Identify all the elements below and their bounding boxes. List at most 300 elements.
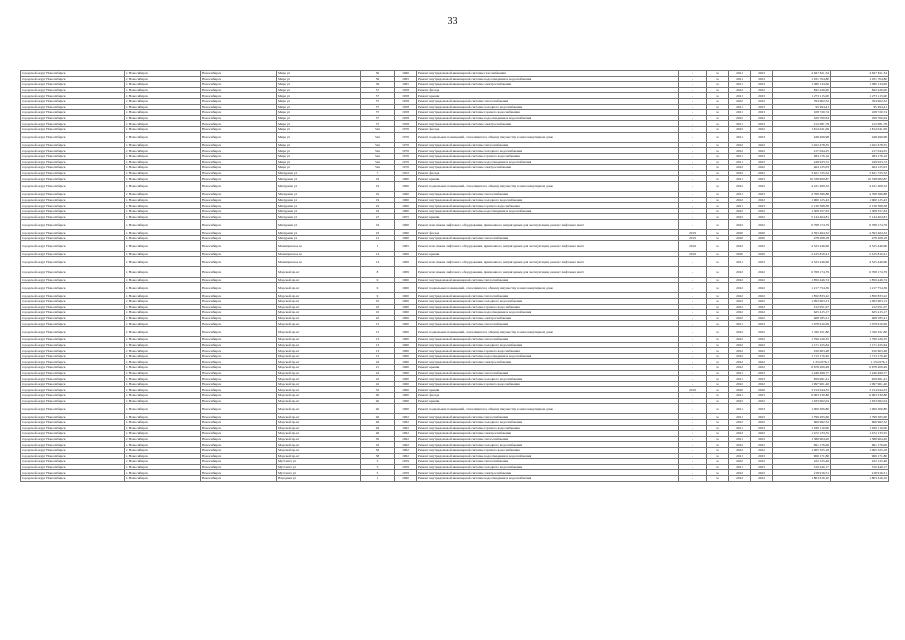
cell-plan-year: - xyxy=(679,142,707,148)
cell-house: 19 xyxy=(361,197,395,203)
cell-unit: м xyxy=(707,176,729,182)
cell-cost: 1 078 610,09 xyxy=(773,321,831,327)
cell-cost-total: 1 308 357,63 xyxy=(831,208,889,214)
cell-house: 19 xyxy=(361,181,395,191)
cell-settlement: г. Новосибирск xyxy=(125,381,201,387)
cell-municipality: городской округ Новосибирск xyxy=(21,359,125,365)
cell-house: 10 xyxy=(361,298,395,304)
cell-end-year: 2022 xyxy=(751,337,773,343)
cell-municipality: городской округ Новосибирск xyxy=(21,381,125,387)
cell-cost: 448 499,98 xyxy=(773,132,831,142)
cell-house: 9 xyxy=(361,293,395,299)
cell-street: Мира ул xyxy=(277,71,361,77)
cell-municipality: городской округ Новосибирск xyxy=(21,277,125,283)
cell-cost: 1 009 306,80 xyxy=(773,404,831,414)
cell-cost-total: 4 525 446,96 xyxy=(831,241,889,251)
cell-settlement: г. Новосибирск xyxy=(125,110,201,116)
cell-house: 13 xyxy=(361,337,395,343)
cell-house: 56 xyxy=(361,447,395,453)
cell-plan-year: - xyxy=(679,453,707,459)
cell-street: Морской пр-кт xyxy=(277,376,361,382)
cell-unit: м xyxy=(707,159,729,165)
cell-work-type: Ремонт внутридомовой инженерной системы теплоснабжения xyxy=(417,98,679,104)
cell-house: 46 xyxy=(361,420,395,426)
cell-cost: 1 254 676,1 xyxy=(773,359,831,365)
cell-plan-year: 2019 xyxy=(679,230,707,236)
cell-house: 54а xyxy=(361,159,395,165)
cell-cost-total: 95 494,41 xyxy=(831,104,889,110)
cell-municipality: городской округ Новосибирск xyxy=(21,165,125,171)
cell-plan-year: - xyxy=(679,464,707,470)
cell-end-year: 2022 xyxy=(751,420,773,426)
cell-plan-year: - xyxy=(679,71,707,77)
cell-cost: 1 790 226,35 xyxy=(773,337,831,343)
cell-unit: м xyxy=(707,353,729,359)
cell-start-year: 2022 xyxy=(729,304,751,310)
cell-street: Мира ул xyxy=(277,142,361,148)
cell-city: Новосибирск xyxy=(201,159,277,165)
cell-city: Новосибирск xyxy=(201,321,277,327)
cell-end-year: 2023 xyxy=(751,453,773,459)
cell-year-built: 1952 xyxy=(395,170,417,176)
cell-work-type: Ремонт внутридомовой инженерной системы теплоснабжения xyxy=(417,337,679,343)
cell-municipality: городской округ Новосибирск xyxy=(21,153,125,159)
cell-work-type: Ремонт внутридомовой инженерной системы электроснабжения xyxy=(417,431,679,437)
cell-plan-year: - xyxy=(679,337,707,343)
cell-street: Морской пр-кт xyxy=(277,326,361,336)
cell-street: Морской пр-кт xyxy=(277,442,361,448)
cell-city: Новосибирск xyxy=(201,230,277,236)
cell-unit: м xyxy=(707,251,729,257)
cell-city: Новосибирск xyxy=(201,365,277,371)
cell-cost: 6 678 209,49 xyxy=(773,365,831,371)
cell-cost-total: 1 022 478,35 xyxy=(831,142,889,148)
table-row xyxy=(21,241,889,251)
cell-year-built: 1960 xyxy=(395,365,417,371)
cell-unit: м xyxy=(707,414,729,420)
cell-cost-total: 218 916,51 xyxy=(831,470,889,476)
cell-municipality: городской округ Новосибирск xyxy=(21,393,125,399)
cell-city: Новосибирск xyxy=(201,71,277,77)
cell-cost: 1 273 115,00 xyxy=(773,93,831,99)
cell-work-type: Ремонт внутридомовой инженерной системы газоснабжения xyxy=(417,71,679,77)
cell-cost: 4 431 409,52 xyxy=(773,181,831,191)
cell-work-type: Ремонт внутридомовой инженерной системы теплоснабжения xyxy=(417,142,679,148)
cell-year-built: 1958 xyxy=(395,110,417,116)
cell-end-year: 2023 xyxy=(751,76,773,82)
cell-cost-total: 4 768 366,88 xyxy=(831,192,889,198)
cell-city: Новосибирск xyxy=(201,436,277,442)
cell-year-built: 1960 xyxy=(395,310,417,316)
cell-city: Новосибирск xyxy=(201,220,277,230)
cell-house: 57 xyxy=(361,121,395,127)
cell-cost-total: 6 768 174,79 xyxy=(831,220,889,230)
cell-start-year: 2022 xyxy=(729,148,751,154)
cell-settlement: г. Новосибирск xyxy=(125,104,201,110)
cell-end-year: 2023 xyxy=(751,159,773,165)
cell-municipality: городской округ Новосибирск xyxy=(21,251,125,257)
cell-city: Новосибирск xyxy=(201,370,277,376)
cell-city: Новосибирск xyxy=(201,203,277,209)
cell-municipality: городской округ Новосибирск xyxy=(21,142,125,148)
cell-plan-year: - xyxy=(679,76,707,82)
cell-end-year: 2022 xyxy=(751,359,773,365)
cell-street: Мира ул xyxy=(277,98,361,104)
cell-end-year: 2020 xyxy=(751,230,773,236)
cell-municipality: городской округ Новосибирск xyxy=(21,431,125,437)
cell-settlement: г. Новосибирск xyxy=(125,436,201,442)
cell-cost-total: 910 603,48 xyxy=(831,348,889,354)
cell-unit: м xyxy=(707,93,729,99)
cell-plan-year: - xyxy=(679,110,707,116)
cell-start-year: 2022 xyxy=(729,353,751,359)
cell-city: Новосибирск xyxy=(201,393,277,399)
cell-end-year: 2022 xyxy=(751,365,773,371)
cell-unit: м xyxy=(707,220,729,230)
cell-settlement: г. Новосибирск xyxy=(125,376,201,382)
cell-municipality: городской округ Новосибирск xyxy=(21,126,125,132)
cell-street: Морской пр-кт xyxy=(277,431,361,437)
cell-house: 52 xyxy=(361,442,395,448)
cell-year-built: 1966 xyxy=(395,251,417,257)
cell-city: Новосибирск xyxy=(201,442,277,448)
cell-year-built: 1958 xyxy=(395,104,417,110)
cell-plan-year: - xyxy=(679,420,707,426)
cell-street: Мичурина ул xyxy=(277,235,361,241)
cell-cost: 1 960 125,43 xyxy=(773,197,831,203)
cell-municipality: городской округ Новосибирск xyxy=(21,326,125,336)
cell-settlement: г. Новосибирск xyxy=(125,126,201,132)
cell-work-type: Ремонт внутридомовой инженерной системы холодного водоснабжения xyxy=(417,197,679,203)
cell-work-type: Ремонт внутридомовой инженерной системы горячего водоснабжения xyxy=(417,153,679,159)
cell-cost: 1 850 446,74 xyxy=(773,277,831,283)
cell-unit: м xyxy=(707,420,729,426)
cell-work-type: Ремонт подвальных помещений, относящихся к общему имуществу в многоквартирном доме xyxy=(417,132,679,142)
cell-house: 19 xyxy=(361,230,395,236)
cell-municipality: городской округ Новосибирск xyxy=(21,121,125,127)
cell-start-year: 2022 xyxy=(729,293,751,299)
cell-municipality: городской округ Новосибирск xyxy=(21,159,125,165)
cell-street: Мира ул xyxy=(277,132,361,142)
cell-start-year: 2021 xyxy=(729,203,751,209)
cell-street: Мустанга ул xyxy=(277,464,361,470)
cell-unit: м xyxy=(707,98,729,104)
cell-plan-year: - xyxy=(679,165,707,171)
cell-end-year: 2023 xyxy=(751,393,773,399)
cell-plan-year: - xyxy=(679,192,707,198)
cell-cost-total: 606 962,52 xyxy=(831,420,889,426)
cell-municipality: городской округ Новосибирск xyxy=(21,203,125,209)
cell-cost: 169 700,94 xyxy=(773,115,831,121)
cell-municipality: городской округ Новосибирск xyxy=(21,98,125,104)
cell-start-year: 2021 xyxy=(729,76,751,82)
cell-start-year: 2021 xyxy=(729,153,751,159)
cell-street: Мустанга ул xyxy=(277,470,361,476)
cell-end-year: 2022 xyxy=(751,310,773,316)
cell-unit: м xyxy=(707,214,729,220)
cell-plan-year: - xyxy=(679,121,707,127)
cell-city: Новосибирск xyxy=(201,214,277,220)
cell-cost-total: 6 063 230,86 xyxy=(831,393,889,399)
cell-settlement: г. Новосибирск xyxy=(125,315,201,321)
cell-start-year: 2021 xyxy=(729,321,751,327)
cell-settlement: г. Новосибирск xyxy=(125,71,201,77)
cell-end-year: 2020 xyxy=(751,251,773,257)
cell-street: Мустанга ул xyxy=(277,459,361,465)
cell-cost: 1 803 616,10 xyxy=(773,475,831,481)
cell-start-year: 2021 xyxy=(729,176,751,182)
cell-house: 13 xyxy=(361,321,395,327)
cell-plan-year: - xyxy=(679,181,707,191)
cell-work-type: Ремонт внутридомовой инженерной системы холодного водоснабжения xyxy=(417,420,679,426)
cell-street: Мира ул xyxy=(277,110,361,116)
cell-cost: 1 308 357,63 xyxy=(773,208,831,214)
cell-house: 50 xyxy=(361,436,395,442)
cell-municipality: городской округ Новосибирск xyxy=(21,459,125,465)
cell-cost: 691 176,09 xyxy=(773,442,831,448)
cell-city: Новосибирск xyxy=(201,148,277,154)
cell-street: Мочищенское ш xyxy=(277,241,361,251)
cell-house: 19 xyxy=(361,192,395,198)
cell-cost-total: 1 031 704,80 xyxy=(831,76,889,82)
cell-cost-total: 1 078 610,09 xyxy=(831,321,889,327)
cell-settlement: г. Новосибирск xyxy=(125,121,201,127)
cell-start-year: 2022 xyxy=(729,283,751,293)
cell-work-type: Ремонт внутридомовой инженерной системы теплоснабжения xyxy=(417,436,679,442)
cell-year-built: 1958 xyxy=(395,98,417,104)
cell-start-year: 2022 xyxy=(729,470,751,476)
cell-year-built: 1958 xyxy=(395,87,417,93)
cell-work-type: Ремонт внутридомовой инженерной системы холодного водоснабжения xyxy=(417,104,679,110)
cell-work-type: Ремонт подвальных помещений, относящихся к общему имуществу в многоквартирном доме xyxy=(417,283,679,293)
cell-municipality: городской округ Новосибирск xyxy=(21,315,125,321)
cell-settlement: г. Новосибирск xyxy=(125,326,201,336)
cell-cost-total: 966 171,80 xyxy=(831,453,889,459)
cell-municipality: городской округ Новосибирск xyxy=(21,267,125,277)
cell-year-built: 1960 xyxy=(395,235,417,241)
cell-work-type: Ремонт подвальных помещений, относящихся к общему имуществу в многоквартирном доме xyxy=(417,326,679,336)
cell-start-year: 2022 xyxy=(729,98,751,104)
cell-start-year: 2021 xyxy=(729,436,751,442)
cell-municipality: городской округ Новосибирск xyxy=(21,214,125,220)
cell-city: Новосибирск xyxy=(201,464,277,470)
cell-unit: м xyxy=(707,447,729,453)
cell-street: Мира ул xyxy=(277,121,361,127)
cell-work-type: Ремонт или замена лифтового оборудования, признанного непригодным для эксплуатации, ремонт лифтовых шахт xyxy=(417,220,679,230)
cell-city: Новосибирск xyxy=(201,310,277,316)
cell-city: Новосибирск xyxy=(201,315,277,321)
cell-cost: 1 171 225,64 xyxy=(773,342,831,348)
cell-unit: м xyxy=(707,365,729,371)
cell-cost-total: 764 902,52 xyxy=(831,98,889,104)
cell-municipality: городской округ Новосибирск xyxy=(21,420,125,426)
cell-end-year: 2023 xyxy=(751,414,773,420)
cell-municipality: городской округ Новосибирск xyxy=(21,76,125,82)
cell-street: Мичурина ул xyxy=(277,192,361,198)
cell-city: Новосибирск xyxy=(201,453,277,459)
cell-plan-year: - xyxy=(679,87,707,93)
cell-house: 9 xyxy=(361,283,395,293)
cell-street: Морской пр-кт xyxy=(277,353,361,359)
cell-year-built: 1960 xyxy=(395,283,417,293)
cell-start-year: 2022 xyxy=(729,277,751,283)
cell-work-type: Ремонт внутридомовой инженерной системы водоотведения и водоснабжения xyxy=(417,453,679,459)
cell-city: Новосибирск xyxy=(201,420,277,426)
cell-plan-year: - xyxy=(679,342,707,348)
cell-year-built: 1962 xyxy=(395,453,417,459)
cell-settlement: г. Новосибирск xyxy=(125,251,201,257)
cell-settlement: г. Новосибирск xyxy=(125,257,201,267)
cell-settlement: г. Новосибирск xyxy=(125,170,201,176)
cell-plan-year: - xyxy=(679,470,707,476)
cell-start-year: 2022 xyxy=(729,197,751,203)
cell-end-year: 2022 xyxy=(751,142,773,148)
cell-cost-total: 4 593 464,32 xyxy=(831,230,889,236)
cell-cost: 1 320 911,80 xyxy=(773,326,831,336)
cell-cost-total: 217 044,25 xyxy=(831,148,889,154)
cell-municipality: городской округ Новосибирск xyxy=(21,220,125,230)
cell-municipality: городской округ Новосибирск xyxy=(21,310,125,316)
cell-start-year: 2021 xyxy=(729,104,751,110)
cell-unit: м xyxy=(707,475,729,481)
cell-cost: 222 125,46 xyxy=(773,459,831,465)
cell-settlement: г. Новосибирск xyxy=(125,393,201,399)
cell-end-year: 2023 xyxy=(751,321,773,327)
cell-unit: м xyxy=(707,267,729,277)
cell-city: Новосибирск xyxy=(201,398,277,404)
cell-unit: м xyxy=(707,453,729,459)
cell-end-year: 2023 xyxy=(751,404,773,414)
table-row xyxy=(21,404,889,414)
cell-settlement: г. Новосибирск xyxy=(125,230,201,236)
cell-work-type: Ремонт внутридомовой инженерной системы теплоснабжения xyxy=(417,321,679,327)
cell-city: Новосибирск xyxy=(201,192,277,198)
cell-end-year: 2023 xyxy=(751,104,773,110)
cell-unit: м xyxy=(707,315,729,321)
cell-street: Мичурина ул xyxy=(277,203,361,209)
cell-year-built: 1960 xyxy=(395,321,417,327)
cell-work-type: Ремонт внутридомовой инженерной системы горячего водоснабжения xyxy=(417,425,679,431)
cell-unit: м xyxy=(707,181,729,191)
cell-work-type: Ремонт внутридомовой инженерной системы электроснабжения xyxy=(417,359,679,365)
cell-unit: м xyxy=(707,110,729,116)
cell-street: Морской пр-кт xyxy=(277,321,361,327)
cell-street: Морской пр-кт xyxy=(277,310,361,316)
cell-work-type: Ремонт фасада xyxy=(417,126,679,132)
cell-start-year: 2022 xyxy=(729,459,751,465)
cell-end-year: 2023 xyxy=(751,82,773,88)
cell-plan-year: - xyxy=(679,370,707,376)
cell-unit: м xyxy=(707,370,729,376)
cell-street: Мира ул xyxy=(277,82,361,88)
cell-house: 54а xyxy=(361,126,395,132)
cell-plan-year: - xyxy=(679,104,707,110)
cell-settlement: г. Новосибирск xyxy=(125,414,201,420)
cell-settlement: г. Новосибирск xyxy=(125,241,201,251)
cell-unit: м xyxy=(707,398,729,404)
cell-unit: м xyxy=(707,321,729,327)
cell-street: Морской пр-кт xyxy=(277,348,361,354)
cell-cost-total: 1 796 265,60 xyxy=(831,414,889,420)
cell-cost: 625 415,17 xyxy=(773,310,831,316)
cell-end-year: 2022 xyxy=(751,214,773,220)
cell-plan-year: - xyxy=(679,475,707,481)
cell-start-year: 2022 xyxy=(729,398,751,404)
cell-year-built: 1958 xyxy=(395,93,417,99)
cell-start-year: 2021 xyxy=(729,110,751,116)
cell-cost: 910 603,48 xyxy=(773,348,831,354)
cell-year-built: 1960 xyxy=(395,181,417,191)
cell-unit: м xyxy=(707,283,729,293)
cell-end-year: 2022 xyxy=(751,470,773,476)
cell-city: Новосибирск xyxy=(201,342,277,348)
cell-year-built: 1960 xyxy=(395,326,417,336)
cell-year-built: 1962 xyxy=(395,431,417,437)
cell-settlement: г. Новосибирск xyxy=(125,353,201,359)
cell-year-built: 1969 xyxy=(395,267,417,277)
cell-work-type: Ремонт фасада xyxy=(417,230,679,236)
cell-street: Мичурина ул xyxy=(277,181,361,191)
cell-cost-total: 510 440,17 xyxy=(831,464,889,470)
cell-cost: 249 923,72 xyxy=(773,159,831,165)
cell-house: 9 xyxy=(361,277,395,283)
cell-start-year: 2022 xyxy=(729,365,751,371)
cell-house: 10 xyxy=(361,310,395,316)
cell-end-year: 2022 xyxy=(751,98,773,104)
cell-settlement: г. Новосибирск xyxy=(125,293,201,299)
cell-end-year: 2023 xyxy=(751,93,773,99)
cell-municipality: городской округ Новосибирск xyxy=(21,241,125,251)
cell-street: Мира ул xyxy=(277,126,361,132)
cell-end-year: 2022 xyxy=(751,353,773,359)
cell-city: Новосибирск xyxy=(201,475,277,481)
cell-cost-total: 284 176,16 xyxy=(831,153,889,159)
cell-end-year: 2022 xyxy=(751,293,773,299)
cell-house: 1 xyxy=(361,475,395,481)
cell-plan-year: - xyxy=(679,310,707,316)
cell-cost-total: 108 720,74 xyxy=(831,110,889,116)
cell-municipality: городской округ Новосибирск xyxy=(21,181,125,191)
cell-work-type: Ремонт крыши xyxy=(417,214,679,220)
cell-city: Новосибирск xyxy=(201,447,277,453)
cell-city: Новосибирск xyxy=(201,267,277,277)
cell-plan-year: - xyxy=(679,393,707,399)
cell-cost: 10 338 900,87 xyxy=(773,176,831,182)
cell-settlement: г. Новосибирск xyxy=(125,87,201,93)
cell-cost-total: 1 814 041,09 xyxy=(831,126,889,132)
cell-city: Новосибирск xyxy=(201,298,277,304)
cell-year-built: 1976 xyxy=(395,126,417,132)
cell-house: 10 xyxy=(361,304,395,310)
cell-settlement: г. Новосибирск xyxy=(125,453,201,459)
cell-municipality: городской округ Новосибирск xyxy=(21,82,125,88)
cell-start-year: 2021 xyxy=(729,464,751,470)
cell-cost: 1 030 110,00 xyxy=(773,425,831,431)
cell-plan-year: - xyxy=(679,132,707,142)
cell-plan-year: - xyxy=(679,148,707,154)
cell-cost: 4 593 464,32 xyxy=(773,230,831,236)
cell-plan-year: - xyxy=(679,214,707,220)
cell-plan-year: - xyxy=(679,304,707,310)
cell-start-year: 2022 xyxy=(729,165,751,171)
cell-start-year: 2021 xyxy=(729,425,751,431)
cell-year-built: 1960 xyxy=(395,304,417,310)
cell-street: Мира ул xyxy=(277,165,361,171)
cell-plan-year: - xyxy=(679,82,707,88)
cell-municipality: городской округ Новосибирск xyxy=(21,337,125,343)
cell-house: 7 xyxy=(361,170,395,176)
cell-cost: 1 065 325,18 xyxy=(773,447,831,453)
